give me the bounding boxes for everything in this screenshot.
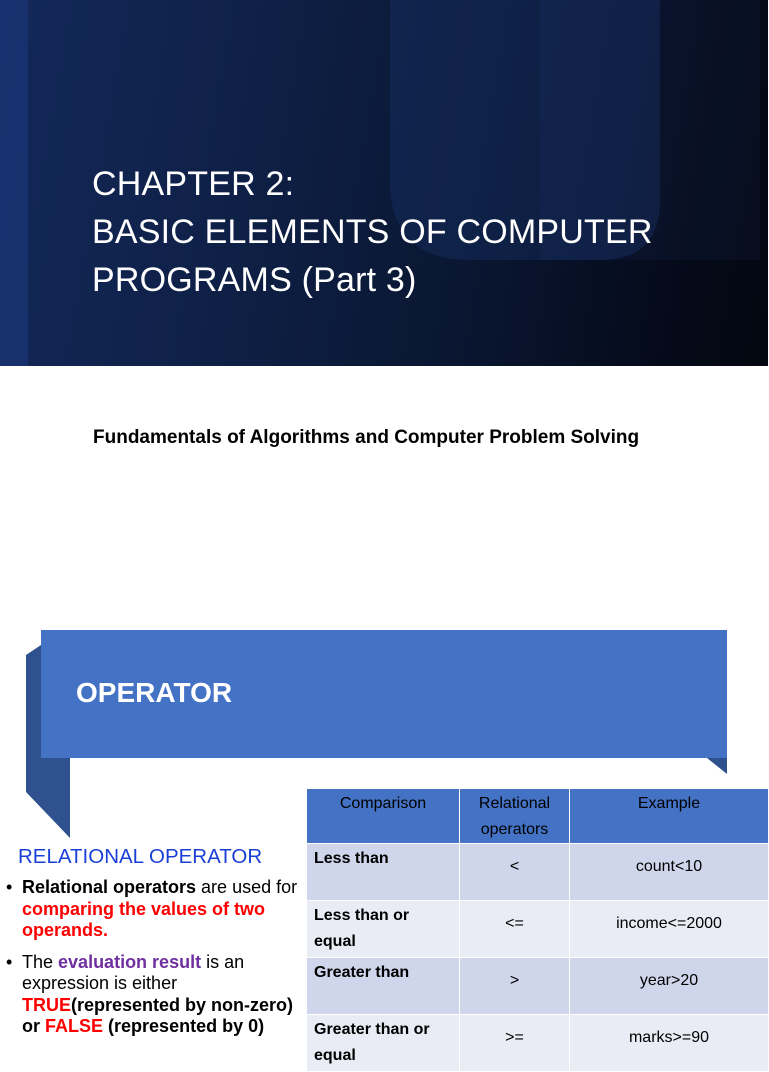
table-header-cell: Comparison bbox=[307, 789, 460, 844]
table-cell-comparison: Greater than or equal bbox=[307, 1015, 460, 1072]
bullet-text: are used for bbox=[196, 877, 298, 897]
table-row bbox=[307, 1015, 769, 1072]
bullet-item bbox=[6, 952, 300, 1038]
table-cell-operator: <= bbox=[460, 901, 570, 958]
banner-title: OPERATOR bbox=[76, 677, 233, 708]
bullet-text: The bbox=[22, 951, 59, 972]
bullet-bold-text: (represented by 0) bbox=[103, 1016, 265, 1036]
slide-subtitle: Fundamentals of Algorithms and Computer Problem Solving bbox=[93, 427, 640, 448]
table-cell-example: count<10 bbox=[570, 844, 769, 901]
section-heading: RELATIONAL OPERATOR bbox=[18, 845, 263, 868]
table-cell-example: year>20 bbox=[570, 958, 769, 1015]
table-header-cell: Example bbox=[570, 789, 769, 844]
bullet-bold-text: (represented by non-zero) or bbox=[22, 994, 294, 1036]
relational-operators-table bbox=[306, 788, 769, 1072]
table-cell-example: marks>=90 bbox=[570, 1015, 769, 1072]
operator-slide bbox=[0, 620, 768, 1064]
title-slide-side-strip bbox=[0, 0, 28, 366]
table-cell-operator: < bbox=[460, 844, 570, 901]
table-header-row bbox=[307, 789, 769, 844]
bullet-bold-text: Relational operators bbox=[22, 877, 197, 897]
bullet-emphasis-text: comparing the values of two operands. bbox=[22, 898, 266, 940]
table-cell-operator: >= bbox=[460, 1015, 570, 1072]
table-cell-comparison: Less than bbox=[307, 844, 460, 901]
bullet-item bbox=[6, 877, 300, 942]
table-row bbox=[307, 958, 769, 1015]
title-slide bbox=[0, 0, 768, 366]
bullet-list bbox=[6, 877, 300, 1048]
slide-title-line: CHAPTER 2: bbox=[92, 165, 295, 203]
table-header-cell: Relational operators bbox=[460, 789, 570, 844]
table-row bbox=[307, 901, 769, 958]
slide-title bbox=[92, 160, 653, 304]
bullet-emphasis-text: FALSE bbox=[45, 1016, 104, 1036]
table-cell-comparison: Less than or equal bbox=[307, 901, 460, 958]
bullet-text: is an expression is either bbox=[22, 951, 245, 993]
bullet-emphasis-text: TRUE bbox=[22, 994, 71, 1015]
bullet-highlight-text: evaluation result bbox=[58, 951, 202, 972]
table-row bbox=[307, 844, 769, 901]
table-cell-comparison: Greater than bbox=[307, 958, 460, 1015]
slide-title-line: BASIC ELEMENTS OF COMPUTER bbox=[92, 213, 653, 251]
slide-title-line: PROGRAMS (Part 3) bbox=[92, 261, 417, 299]
table-cell-operator: > bbox=[460, 958, 570, 1015]
table-cell-example: income<=2000 bbox=[570, 901, 769, 958]
